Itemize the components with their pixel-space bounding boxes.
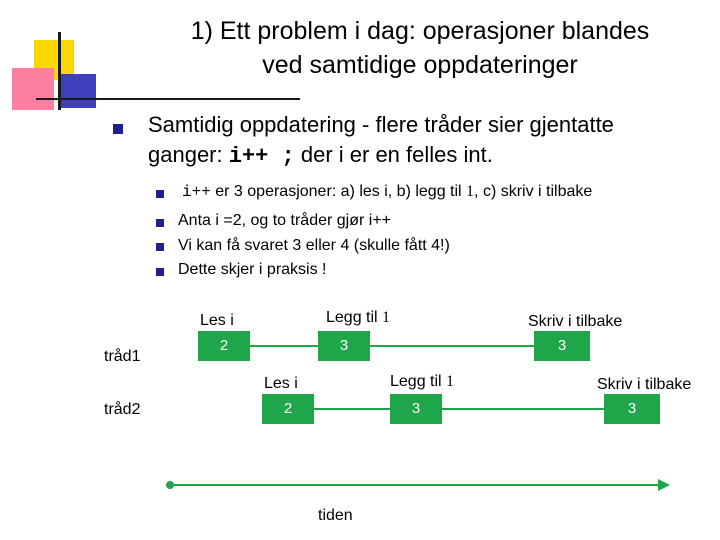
t1-add-box: 3	[318, 331, 370, 361]
thread2-line	[312, 408, 606, 410]
main-point	[148, 110, 688, 172]
page-title	[120, 14, 720, 82]
title-line-1: 1) Ett problem i dag: operasjoner blandes	[190, 17, 650, 45]
deco-horizontal-line	[36, 98, 300, 100]
t1-write-box: 3	[534, 331, 590, 361]
t1-read-label: Les i	[200, 312, 234, 329]
main-point-line-1: Samtidig oppdatering - flere tråder sier gjentatte	[148, 112, 614, 137]
thread1-label: tråd1	[104, 348, 141, 365]
t2-write-label: Skriv i tilbake	[597, 376, 692, 393]
bullet-icon	[156, 190, 164, 198]
sub-point-3: Vi kan få svaret 3 eller 4 (skulle fått 4!)	[178, 237, 450, 254]
thread1-line	[248, 345, 534, 347]
sub-point-2: Anta i =2, og to tråder gjør i++	[178, 212, 392, 229]
t2-write-box: 3	[604, 394, 660, 424]
bullet-icon	[113, 124, 123, 134]
t2-read-box: 2	[262, 394, 314, 424]
bullet-icon	[156, 243, 164, 251]
deco-blue-square	[58, 74, 96, 108]
t2-add-label: Legg til 1	[390, 373, 455, 390]
bullet-icon	[156, 219, 164, 227]
t2-read-label: Les i	[264, 375, 298, 392]
t2-add-box: 3	[390, 394, 442, 424]
time-label: tiden	[318, 507, 353, 524]
thread2-label: tråd2	[104, 401, 141, 418]
t1-add-label: Legg til 1	[326, 309, 391, 326]
deco-pink-square	[12, 68, 54, 110]
bullet-icon	[156, 268, 164, 276]
sub-point-4: Dette skjer i praksis !	[178, 261, 327, 278]
main-point-line-2: ganger: i++ ; der i er en felles int.	[148, 142, 493, 169]
time-axis	[170, 484, 660, 486]
t1-read-box: 2	[198, 331, 250, 361]
time-axis-arrow-icon	[658, 479, 670, 491]
t1-write-label: Skriv i tilbake	[528, 313, 623, 330]
sub-point-1: i++ er 3 operasjoner: a) les i, b) legg til 1, c) skriv i tilbake	[182, 183, 593, 201]
title-line-2: ved samtidige oppdateringer	[262, 51, 578, 79]
